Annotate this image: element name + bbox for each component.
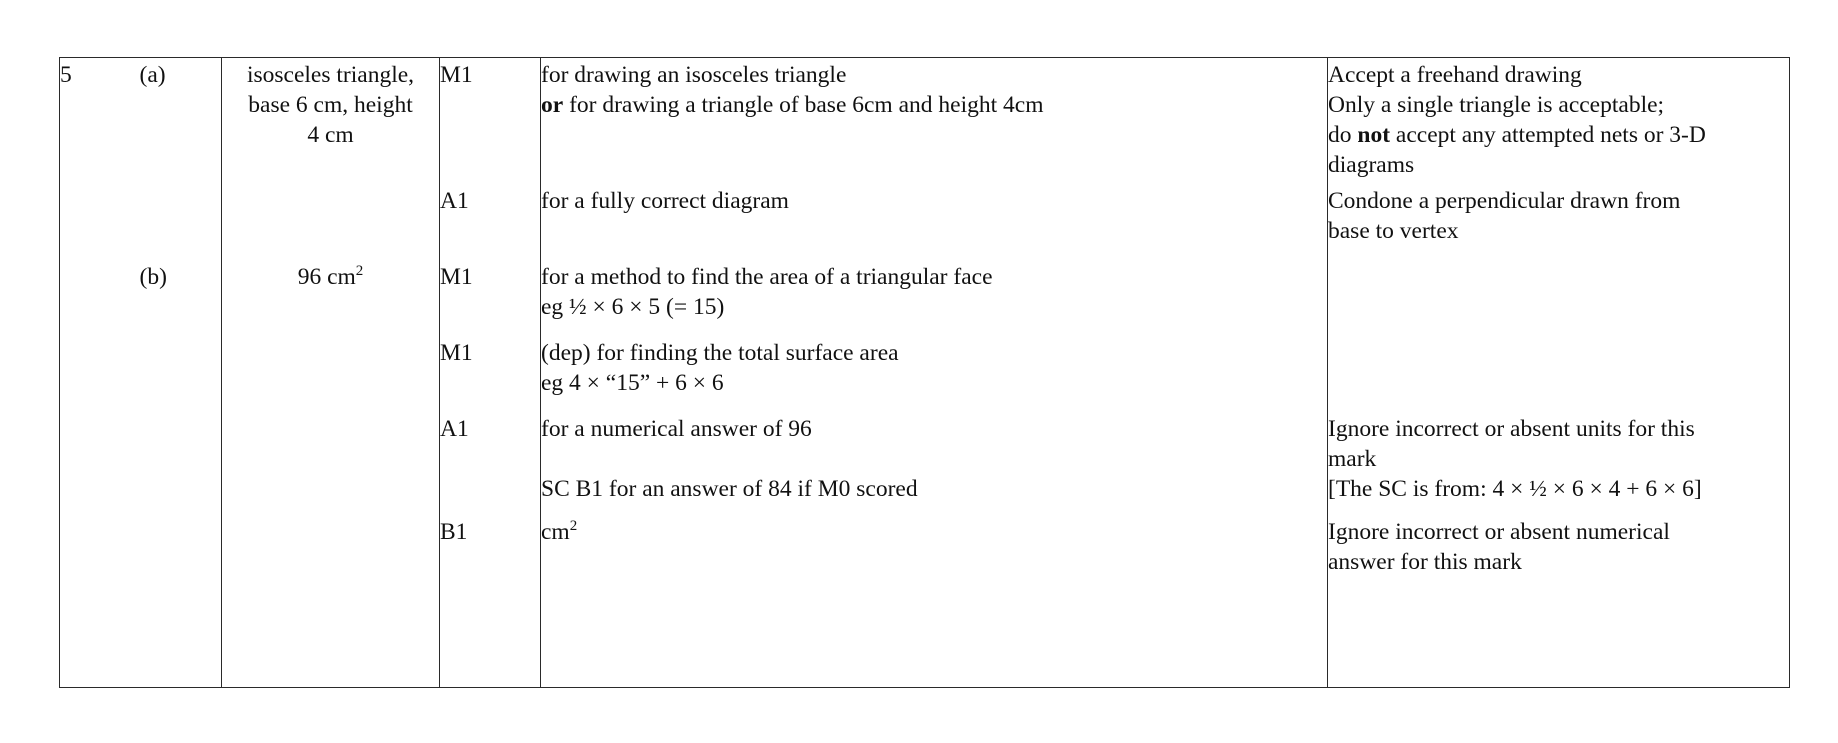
notes-text: for drawing a triangle of base 6cm and height 4cm [563, 92, 1044, 118]
answer-cell-b [222, 262, 440, 338]
guidance-line: Ignore incorrect or absent units for this [1328, 415, 1695, 442]
notes-line: SC B1 for an answer of 84 if M0 scored [541, 475, 918, 502]
table-row [60, 262, 1790, 338]
notes-superscript: 2 [569, 517, 578, 534]
guidance-line: mark [1328, 445, 1377, 472]
guidance-line: Only a single triangle is acceptable; [1328, 92, 1665, 118]
guidance-line [1328, 120, 1789, 150]
mark-code: M1 [440, 58, 541, 186]
answer-line: 4 cm [307, 122, 354, 148]
notes-line: for drawing an isosceles triangle [541, 62, 847, 88]
question-number: 5 [60, 62, 72, 88]
guidance-notes [1328, 517, 1790, 688]
table-row [60, 58, 1790, 186]
part-label-b: (b) [139, 263, 167, 290]
guidance-line: Accept a freehand drawing [1328, 62, 1582, 88]
mark-code: M1 [440, 262, 541, 338]
mark-notes [541, 517, 1328, 688]
notes-line [541, 90, 1327, 120]
answer-superscript: 2 [355, 262, 364, 279]
answer-line: isosceles triangle, [246, 62, 415, 88]
notes-line: eg ½ × 6 × 5 (= 15) [541, 293, 725, 320]
mark-scheme-table [59, 57, 1790, 688]
guidance-line: diagrams [1328, 152, 1415, 178]
mark-notes [541, 414, 1328, 517]
table-row [60, 414, 1790, 517]
table-row [60, 186, 1790, 262]
mark-code: A1 [440, 414, 541, 517]
bold-or: or [541, 92, 564, 118]
table-row [60, 517, 1790, 688]
notes-unit: cm [541, 518, 570, 545]
notes-line: for a numerical answer of 96 [541, 415, 812, 442]
mark-notes [541, 262, 1328, 338]
bold-not: not [1357, 122, 1391, 148]
table-row [60, 338, 1790, 414]
mark-notes: for a fully correct diagram [541, 186, 1328, 262]
notes-line: (dep) for finding the total surface area [541, 339, 899, 366]
guidance-line: answer for this mark [1328, 548, 1522, 575]
part-label-a: (a) [139, 62, 166, 88]
guidance-line: Ignore incorrect or absent numerical [1328, 518, 1670, 545]
mark-code: M1 [440, 338, 541, 414]
guidance-line: Condone a perpendicular drawn from [1328, 187, 1681, 214]
guidance-notes [1328, 414, 1790, 517]
mark-code: A1 [440, 186, 541, 262]
guidance-notes [1328, 58, 1790, 186]
mark-notes [541, 338, 1328, 414]
guidance-text: do [1328, 122, 1358, 148]
answer-line: base 6 cm, height [248, 92, 413, 118]
guidance-line: base to vertex [1328, 217, 1459, 244]
guidance-text: accept any attempted nets or 3-D [1390, 122, 1706, 148]
answer-value: 96 cm [297, 263, 356, 290]
mark-notes [541, 58, 1328, 186]
guidance-line: [The SC is from: 4 × ½ × 6 × 4 + 6 × 6] [1328, 475, 1702, 502]
guidance-notes [1328, 186, 1790, 262]
answer-cell-a [222, 58, 440, 186]
notes-line: for a method to find the area of a triangular face [541, 263, 993, 290]
notes-line: eg 4 × “15” + 6 × 6 [541, 369, 724, 396]
mark-code: B1 [440, 517, 541, 688]
